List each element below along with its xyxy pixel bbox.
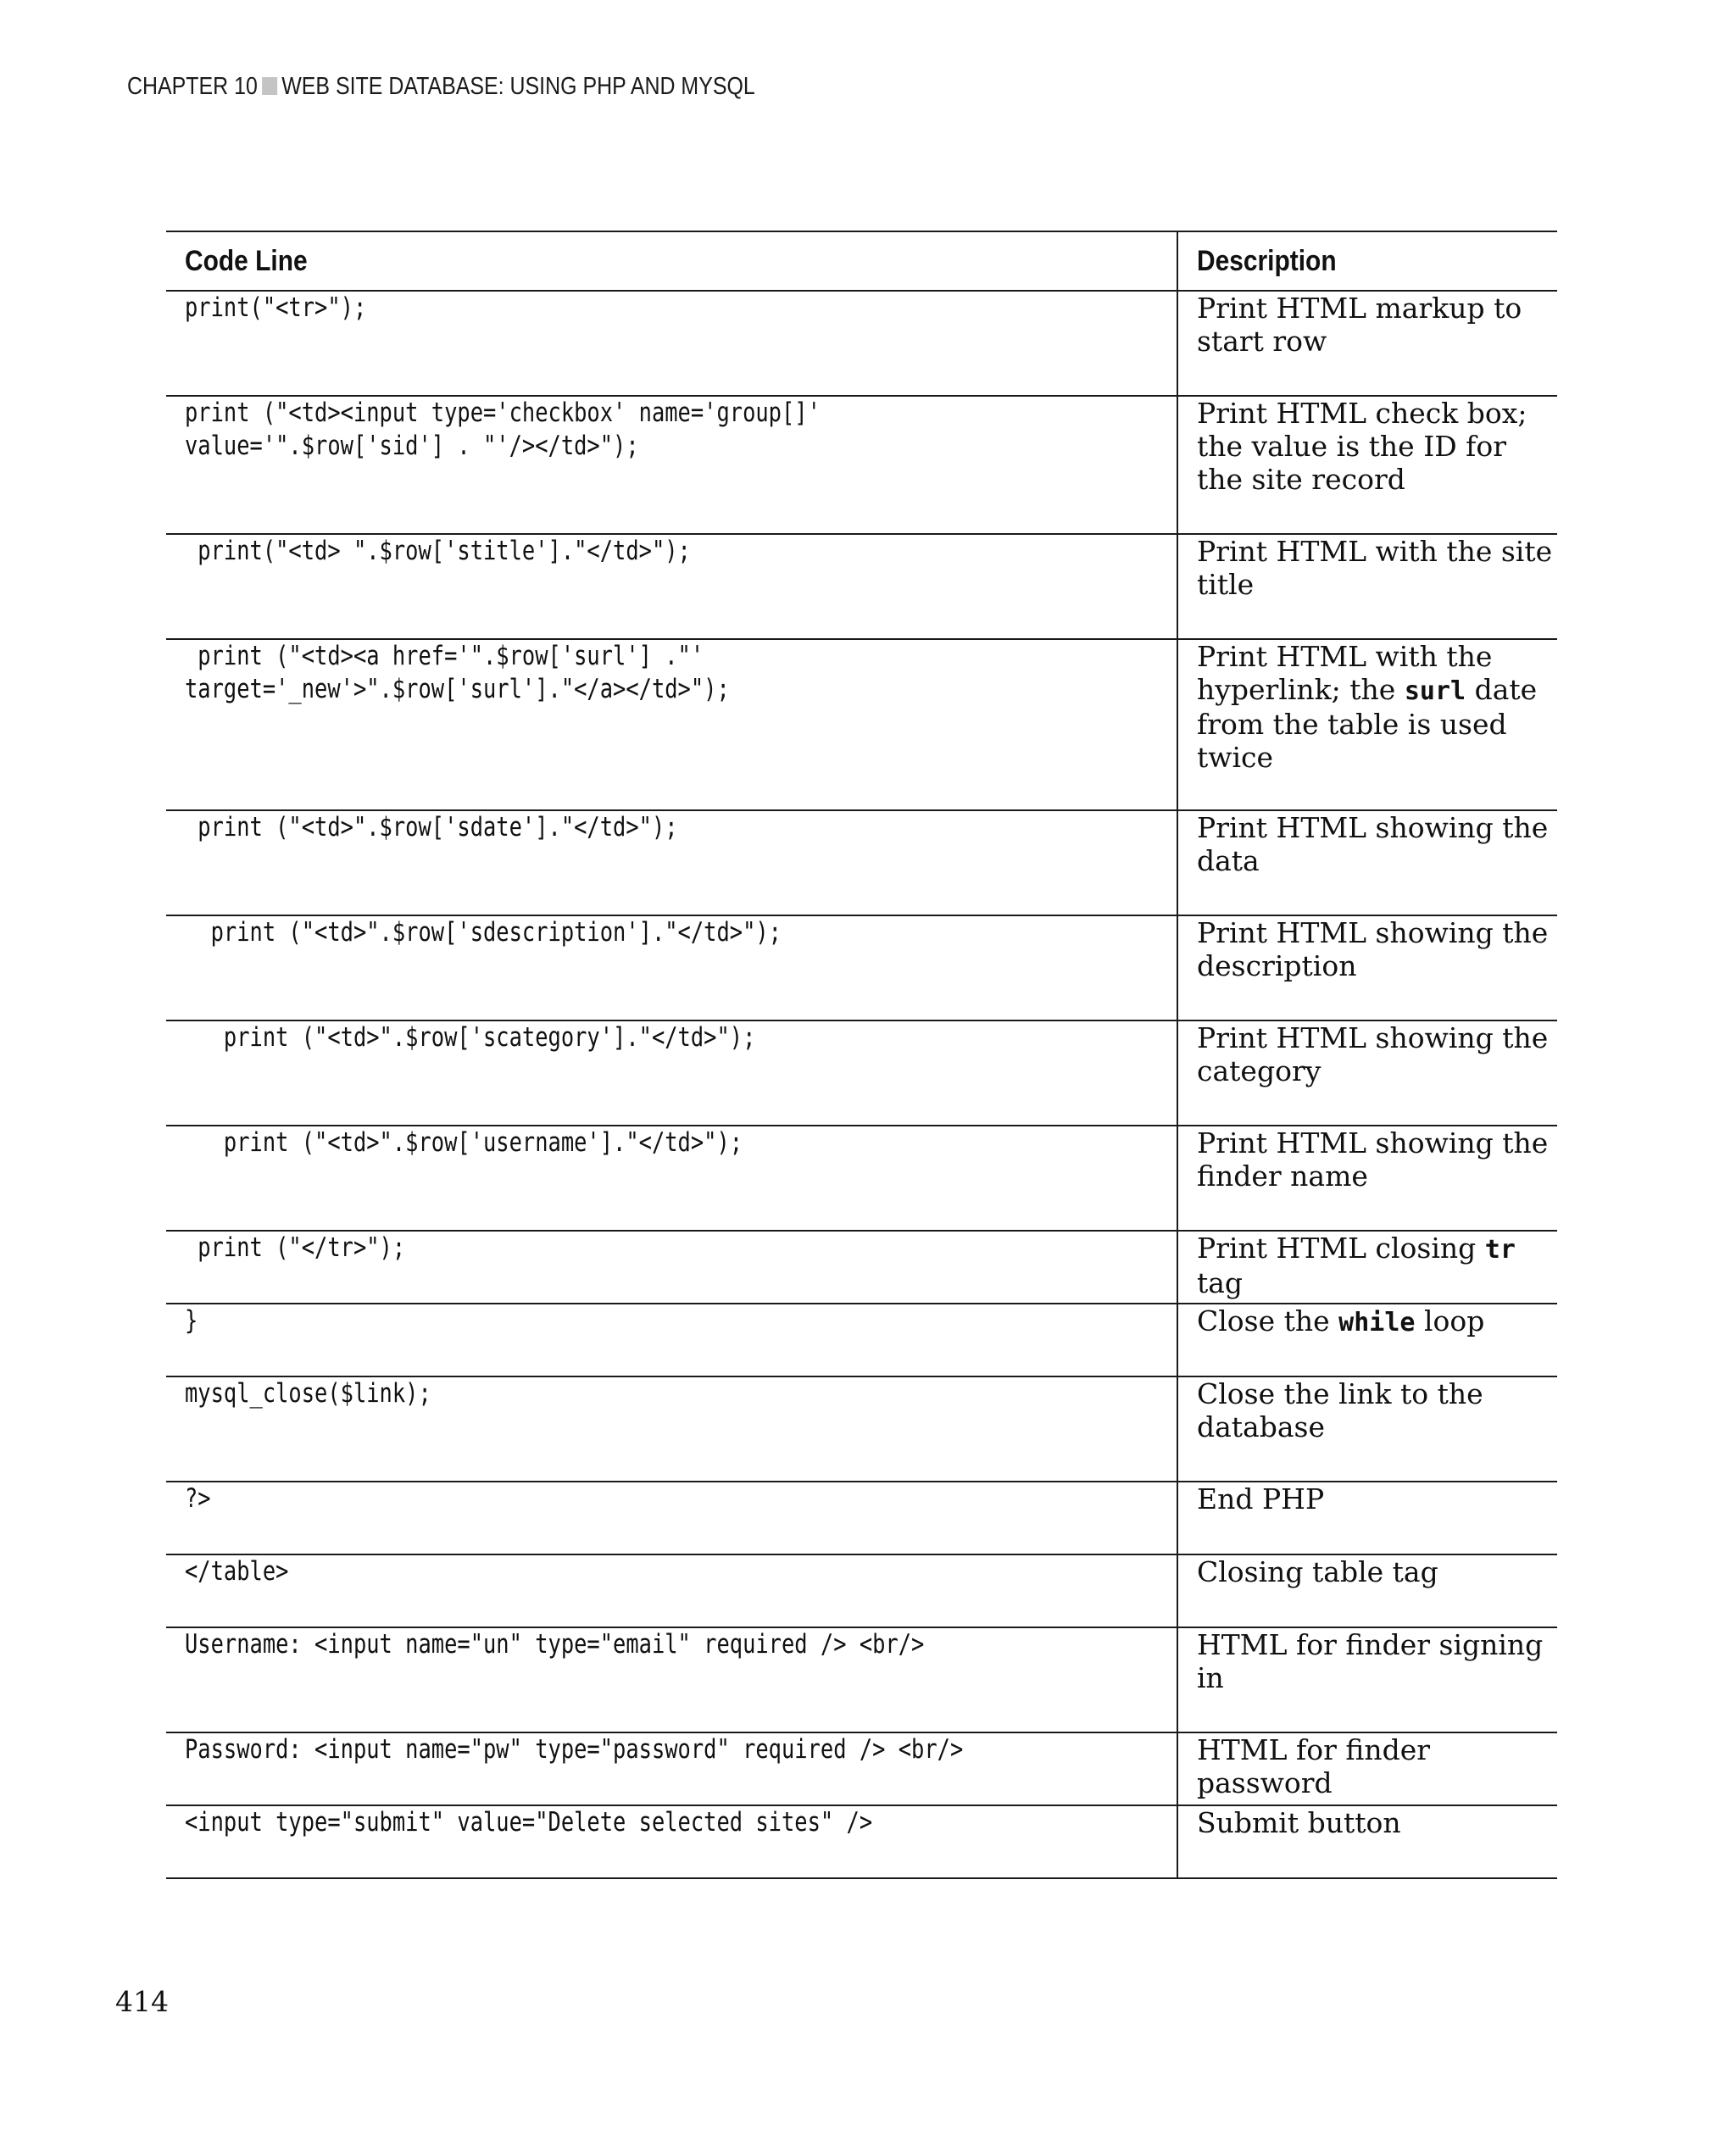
- table-row: [166, 396, 1557, 534]
- inline-code: surl: [1404, 676, 1466, 706]
- page-number: 414: [115, 1985, 169, 2018]
- description-cell: Print HTML markup to start row: [1177, 291, 1557, 396]
- description-cell: HTML for finder signing in: [1177, 1627, 1557, 1732]
- code-cell: }: [166, 1304, 1177, 1376]
- table-row: [166, 1020, 1557, 1126]
- column-header-description: Description: [1177, 231, 1557, 291]
- code-cell: print("<tr>");: [166, 291, 1177, 396]
- description-cell: Print HTML showing the data: [1177, 810, 1557, 915]
- table-row: [166, 1304, 1557, 1376]
- column-header-code: Code Line: [166, 231, 1177, 291]
- code-cell: Username: <input name="un" type="email" required /> <br/>: [166, 1627, 1177, 1732]
- code-cell: print ("<td><a href='".$row['surl'] ."' target='_new'>".$row['surl']."</a></td>");: [166, 639, 1177, 810]
- separator-square-icon: [262, 77, 277, 95]
- table-row: [166, 810, 1557, 915]
- table-row: [166, 1805, 1557, 1878]
- table-row: [166, 1732, 1557, 1805]
- table-row: [166, 1627, 1557, 1732]
- code-cell: print ("<td>".$row['sdescription']."</td>");: [166, 915, 1177, 1020]
- description-cell: End PHP: [1177, 1482, 1557, 1554]
- description-cell: Print HTML check box; the value is the ID for the site record: [1177, 396, 1557, 534]
- table-header-row: [166, 231, 1557, 291]
- code-cell: print ("<td>".$row['sdate']."</td>");: [166, 810, 1177, 915]
- inline-code: tr: [1484, 1235, 1516, 1265]
- code-cell: ?>: [166, 1482, 1177, 1554]
- table-row: [166, 915, 1557, 1020]
- description-cell: Close the while loop: [1177, 1304, 1557, 1376]
- code-cell: Password: <input name="pw" type="password" required /> <br/>: [166, 1732, 1177, 1805]
- code-cell: print("<td> ".$row['stitle']."</td>");: [166, 534, 1177, 639]
- description-cell: Close the link to the database: [1177, 1376, 1557, 1482]
- code-cell: </table>: [166, 1554, 1177, 1627]
- code-cell: print ("<td>".$row['username']."</td>");: [166, 1126, 1177, 1231]
- table-row: [166, 1376, 1557, 1482]
- description-cell: Print HTML with the site title: [1177, 534, 1557, 639]
- description-cell: Submit button: [1177, 1805, 1557, 1878]
- running-head: [127, 73, 755, 101]
- table-row: [166, 1126, 1557, 1231]
- code-description-table: [166, 231, 1557, 1879]
- description-cell: Print HTML showing the finder name: [1177, 1126, 1557, 1231]
- description-cell: Print HTML showing the description: [1177, 915, 1557, 1020]
- inline-code: while: [1338, 1308, 1416, 1337]
- code-cell: print ("<td><input type='checkbox' name='group[]' value='".$row['sid'] . "'/></td>");: [166, 396, 1177, 534]
- description-cell: Print HTML with the hyperlink; the surl date from the table is used twice: [1177, 639, 1557, 810]
- description-cell: HTML for finder password: [1177, 1732, 1557, 1805]
- chapter-title: WEB SITE DATABASE: USING PHP AND MYSQL: [281, 73, 755, 100]
- table-row: [166, 639, 1557, 810]
- table-row: [166, 1554, 1557, 1627]
- code-cell: <input type="submit" value="Delete selected sites" />: [166, 1805, 1177, 1878]
- chapter-label: CHAPTER 10: [127, 73, 258, 100]
- code-cell: mysql_close($link);: [166, 1376, 1177, 1482]
- code-cell: print ("<td>".$row['scategory']."</td>");: [166, 1020, 1177, 1126]
- table-row: [166, 291, 1557, 396]
- description-cell: Closing table tag: [1177, 1554, 1557, 1627]
- table-row: [166, 534, 1557, 639]
- code-cell: print ("</tr>");: [166, 1231, 1177, 1304]
- description-cell: Print HTML closing tr tag: [1177, 1231, 1557, 1304]
- table-row: [166, 1482, 1557, 1554]
- table-row: [166, 1231, 1557, 1304]
- description-cell: Print HTML showing the category: [1177, 1020, 1557, 1126]
